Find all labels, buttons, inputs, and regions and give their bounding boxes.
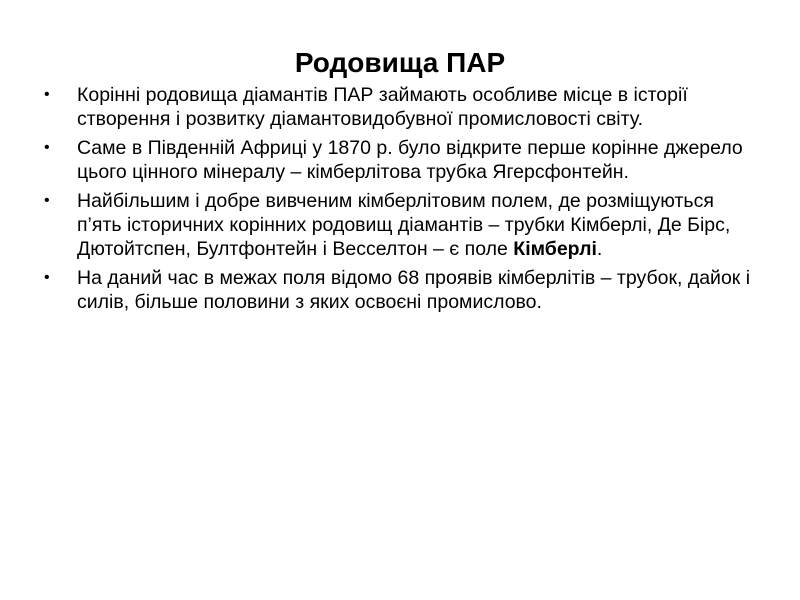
bullet-dot-icon: • [44, 192, 50, 209]
slide-title: Родовища ПАР [294, 46, 506, 78]
bullet-text-bold: Кімберлі [513, 238, 597, 260]
bullet-list [40, 83, 760, 319]
bullet-text-before: Найбільшим і добре вивченим кімберлітовим полем, де розміщуються п’ять історичних корінних родовищ діамантів – трубки Кімберлі, Де Бірс, Дютойтспен, Бултфонтейн і Весселтон – є поле [77, 190, 731, 260]
bullet-text: На даний час в межах поля відомо 68 проявів кімберлітів – трубок, дайок і силів, більше половини з яких освоєні промислово. [77, 267, 751, 313]
bullet-text: Корінні родовища діамантів ПАР займають особливе місце в історії створення і розвитку діамантовидобувної промисловості світу. [77, 84, 688, 130]
bullet-dot-icon: • [44, 86, 50, 103]
bullet-item-3 [40, 189, 760, 261]
bullet-item-2 [40, 136, 760, 184]
bullet-dot-icon: • [44, 269, 50, 286]
bullet-text [77, 190, 730, 260]
bullet-text-after: . [596, 238, 603, 260]
bullet-text: Саме в Південній Африці у 1870 р. було відкрите перше корінне джерело цього цінного мінералу – кімберлітова трубка Ягерсфонтейн. [77, 137, 743, 183]
bullet-dot-icon: • [44, 139, 50, 156]
bullet-item-4 [40, 266, 760, 314]
bullet-item-1 [40, 83, 760, 131]
